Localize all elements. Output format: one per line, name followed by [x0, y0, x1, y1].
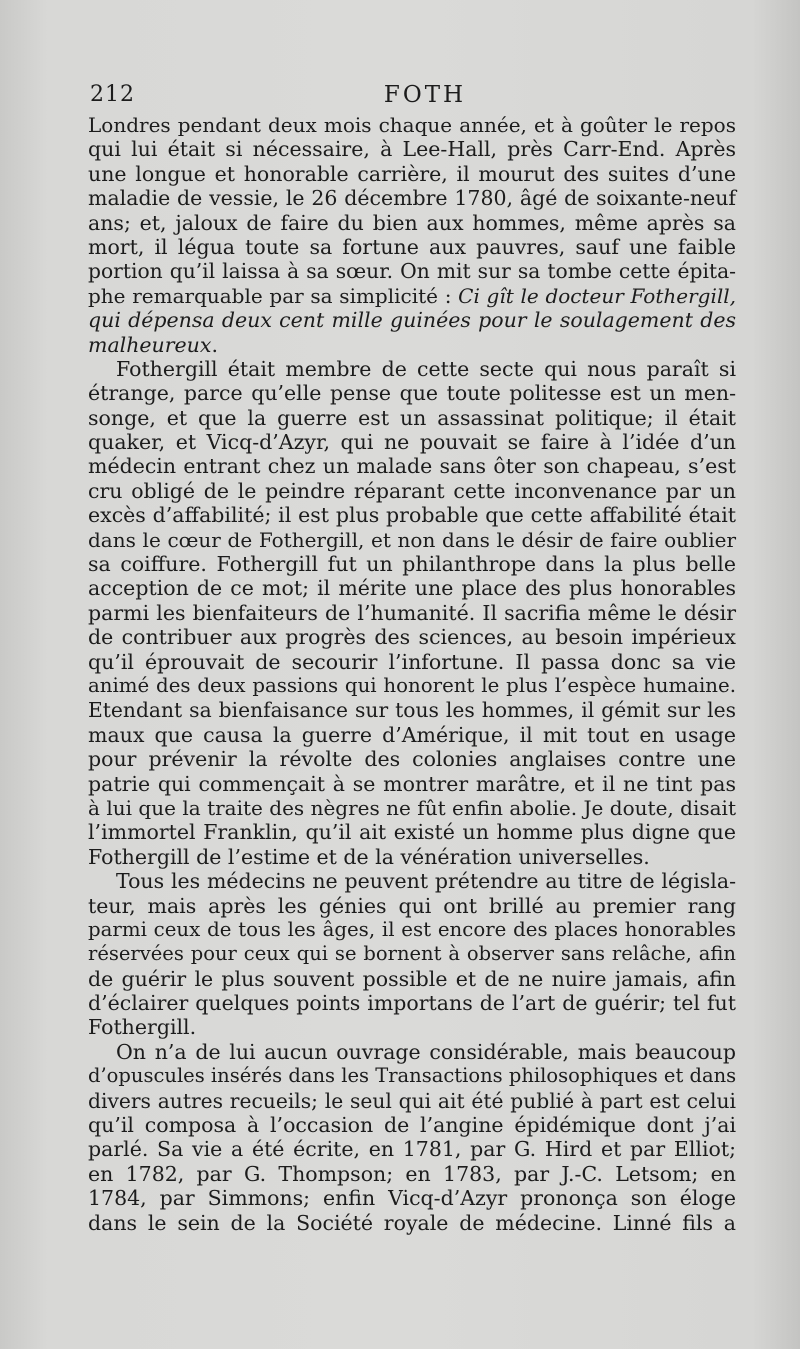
- page-header: [90, 82, 740, 112]
- epitaph-text: malheureux: [88, 332, 212, 357]
- text-line: en 1782, par G. Thompson; en 1783, par J.-C. Letsom; en: [88, 1161, 736, 1186]
- text-line: phe remarquable par sa simplicité : Ci gît le docteur Fothergill,: [88, 283, 736, 308]
- text-line: sa coiffure. Fothergill fut un philanthrope dans la plus belle: [88, 552, 736, 577]
- text-line: parlé. Sa vie a été écrite, en 1781, par G. Hird et par Elliot;: [88, 1137, 736, 1162]
- text-line: ans; et, jaloux de faire du bien aux hommes, même après sa: [88, 210, 736, 235]
- text-line: à lui que la traite des nègres ne fût enfin abolie. Je doute, disait: [88, 795, 736, 820]
- body-text: [88, 113, 736, 1235]
- text-line: patrie qui commençait à se montrer marâtre, et il ne tint pas: [88, 771, 736, 796]
- text-line: une longue et honorable carrière, il mourut des suites d’une: [88, 161, 736, 186]
- text-line: l’immortel Franklin, qu’il ait existé un homme plus digne que: [88, 820, 736, 845]
- text-line: divers autres recueils; le seul qui ait été publié à part est celui: [88, 1088, 736, 1113]
- text-line: d’opuscules insérés dans les Transactions philosophiques et dans: [88, 1064, 737, 1088]
- page-number: 212: [90, 82, 135, 107]
- text-line: Fothergill était membre de cette secte qui nous paraît si: [116, 356, 736, 381]
- text-line: pour prévenir la révolte des colonies anglaises contre une: [88, 747, 736, 772]
- text-line: songe, et que la guerre est un assassinat politique; il était: [88, 405, 736, 430]
- text-line: maux que causa la guerre d’Amérique, il mit tout en usage: [88, 722, 736, 747]
- text-line: d’éclairer quelques points importans de l’art de guérir; tel fut: [88, 991, 736, 1016]
- text-line: Fothergill de l’estime et de la vénération universelles.: [88, 844, 650, 869]
- text-line: Tous les médecins ne peuvent prétendre au titre de législa-: [116, 869, 736, 894]
- text-line: réservées pour ceux qui se bornent à observer sans relâche, afin: [88, 942, 736, 966]
- text-line: de contribuer aux progrès des sciences, au besoin impérieux: [88, 625, 736, 650]
- epitaph-text: qui dépensa deux cent mille guinées pour le soulagement des: [88, 308, 736, 333]
- text-line: parmi ceux de tous les âges, il est encore des places honorables: [88, 917, 736, 941]
- text-line: portion qu’il laissa à sa sœur. On mit sur sa tombe cette épita-: [88, 259, 736, 284]
- text-line: malheureux.: [88, 332, 218, 357]
- text-line: parmi les bienfaiteurs de l’humanité. Il sacrifia même le désir: [88, 600, 736, 625]
- text-line: médecin entrant chez un malade sans ôter son chapeau, s’est: [88, 454, 736, 479]
- text-line: On n’a de lui aucun ouvrage considérable, mais beaucoup: [116, 1039, 736, 1064]
- text-line: dans le cœur de Fothergill, et non dans le désir de faire oublier: [88, 527, 736, 552]
- text-line: qu’il éprouvait de secourir l’infortune. Il passa donc sa vie: [88, 649, 736, 674]
- text-line: [88, 308, 736, 332]
- text-line: Londres pendant deux mois chaque année, et à goûter le repos: [88, 113, 736, 137]
- text-line: de guérir le plus souvent possible et de ne nuire jamais, afin: [88, 966, 736, 991]
- epitaph-text: Ci gît le docteur Fothergill,: [458, 283, 736, 308]
- text-line: excès d’affabilité; il est plus probable que cette affabilité était: [88, 503, 736, 528]
- text-line: Fothergill.: [88, 1015, 197, 1040]
- text-line: dans le sein de la Société royale de médecine. Linné fils a: [88, 1210, 736, 1235]
- text-line: qu’il composa à l’occasion de l’angine épidémique dont j’ai: [88, 1113, 736, 1138]
- text-line: cru obligé de le peindre réparant cette inconvenance par un: [88, 478, 736, 503]
- text-line: Etendant sa bienfaisance sur tous les hommes, il gémit sur les: [88, 698, 736, 723]
- text-line: maladie de vessie, le 26 décembre 1780, âgé de soixante-neuf: [88, 186, 736, 211]
- text-line: animé des deux passions qui honorent le plus l’espèce humaine.: [88, 673, 736, 697]
- text-line: teur, mais après les génies qui ont brillé au premier rang: [88, 893, 736, 918]
- text-line: étrange, parce qu’elle pense que toute politesse est un men-: [88, 381, 736, 406]
- text-line: 1784, par Simmons; enfin Vicq-d’Azyr prononça son éloge: [88, 1186, 736, 1211]
- text-line: quaker, et Vicq-d’Azyr, qui ne pouvait se faire à l’idée d’un: [88, 430, 736, 455]
- text-line: qui lui était si nécessaire, à Lee-Hall, près Carr-End. Après: [88, 137, 736, 162]
- text-line: mort, il légua toute sa fortune aux pauvres, sauf une faible: [88, 234, 736, 259]
- running-head: FOTH: [383, 82, 467, 108]
- text-line: acception de ce mot; il mérite une place des plus honorables: [88, 576, 736, 601]
